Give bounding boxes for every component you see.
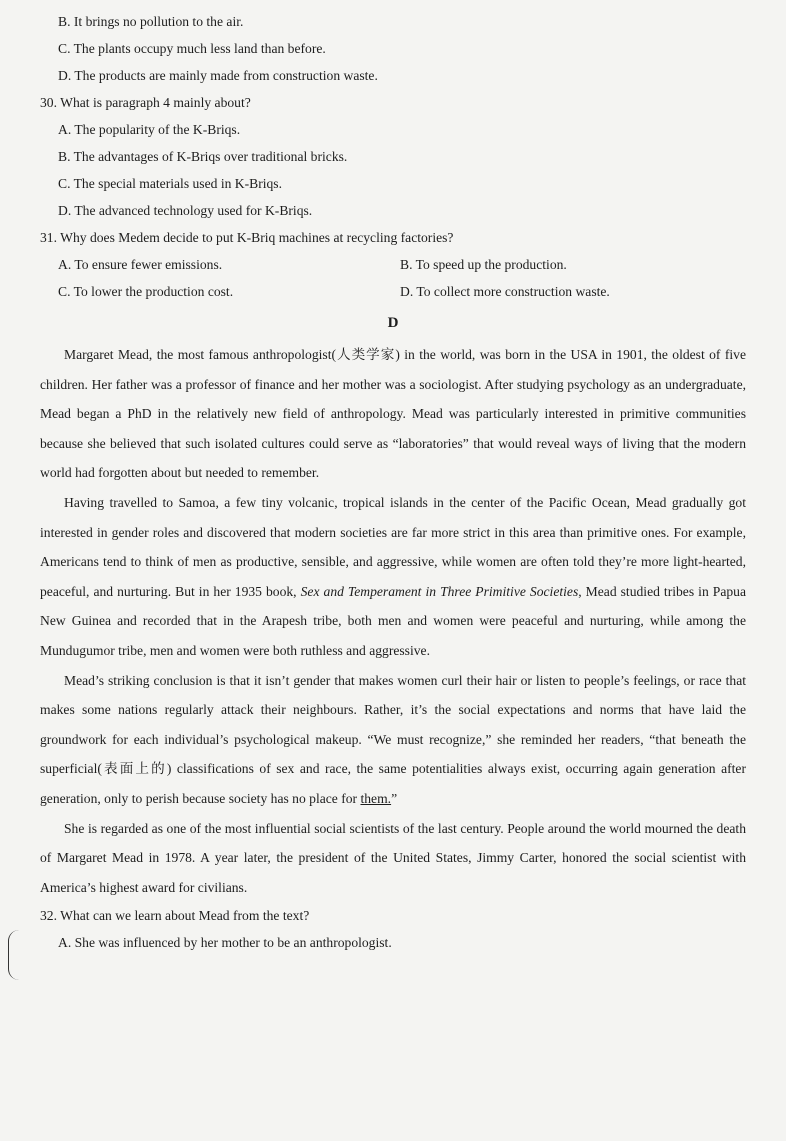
question-31	[40, 224, 746, 305]
q30-stem: 30. What is paragraph 4 mainly about?	[40, 95, 251, 110]
p2-text-a: Having travelled to Samoa, a few tiny volcanic, tropical islands in the center of the Pacific Ocean, Mead gradually got interested in gender roles and discovered that modern societies are far more strict in this area than primitive ones. For example, Americans tend to think of men as productive, sensible, and aggressive, while women are often told they’re more light-hearted, peaceful, and nurturing. But in her 1935 book,	[40, 494, 746, 599]
q30-option-b: B. The advantages of K-Briqs over traditional bricks.	[58, 149, 348, 164]
question-32	[40, 902, 746, 956]
q31-option-d: D. To collect more construction waste.	[400, 284, 610, 299]
q30-option-a: A. The popularity of the K-Briqs.	[58, 122, 241, 137]
q31-option-a: A. To ensure fewer emissions.	[58, 257, 223, 272]
q29-option-d: D. The products are mainly made from construction waste.	[58, 68, 378, 83]
q31-options	[58, 251, 746, 305]
q31-stem: 31. Why does Medem decide to put K-Briq machines at recycling factories?	[40, 230, 454, 245]
q32-option-a: A. She was influenced by her mother to be an anthropologist.	[58, 935, 392, 951]
passage-paragraph-1: Margaret Mead, the most famous anthropologist(人类学家) in the world, was born in the USA in 1901, the oldest of five children. Her father was a professor of finance and her mother was a sociologist. After studying psychology as an undergraduate, Mead began a PhD in the relatively new field of anthropology. Mead was particularly interested in primitive communities because she believed that such isolated cultures could serve as “laboratories” that would reveal ways of living that the modern world had forgotten about but needed to remember.	[40, 347, 746, 481]
q30-option-c: C. The special materials used in K-Briqs.	[58, 176, 282, 191]
q32-stem: 32. What can we learn about Mead from the text?	[40, 908, 310, 924]
passage-label: D	[387, 315, 399, 331]
passage-paragraph-3	[40, 666, 746, 814]
p3-text-a: Mead’s striking conclusion is that it isn’t gender that makes women curl their hair or listen to people’s feelings, or race that makes some nations regularly attack their neighbours. Rather, it’s the social expectations and norms that have laid the groundwork for each individual’s psychological makeup. “We must recognize,” she reminded her readers, “that beneath the superficial(表面上的) classifications of sex and race, the same potentialities always exist, occurring again generation after generation, only to perish because society has no place for	[40, 672, 746, 806]
p2-text-b: , Mead studied tribes in Papua New Guinea and recorded that in the Arapesh tribe, both men and women were peaceful and nurturing, while among the Mundugumor tribe, men and women were both ruthless and aggressive.	[40, 583, 746, 658]
question-30	[40, 89, 746, 224]
passage-paragraph-2	[40, 488, 746, 666]
underlined-them: them.	[360, 790, 392, 806]
q31-option-b: B. To speed up the production.	[400, 257, 567, 272]
q29-option-c: C. The plants occupy much less land than before.	[58, 41, 326, 56]
q29-options	[40, 8, 746, 89]
passage-paragraph-4: She is regarded as one of the most influential social scientists of the last century. People around the world mourned the death of Margaret Mead in 1978. A year later, the president of the United States, Jimmy Carter, honored the social scientist with America’s highest award for civilians.	[40, 820, 746, 895]
q29-option-b: B. It brings no pollution to the air.	[58, 14, 244, 29]
book-title: Sex and Temperament in Three Primitive Societies	[300, 583, 579, 599]
p3-text-b: ”	[391, 790, 398, 806]
q31-option-c: C. To lower the production cost.	[58, 284, 234, 299]
handwritten-bracket-mark	[8, 930, 19, 980]
q30-option-d: D. The advanced technology used for K-Briqs.	[58, 203, 313, 218]
